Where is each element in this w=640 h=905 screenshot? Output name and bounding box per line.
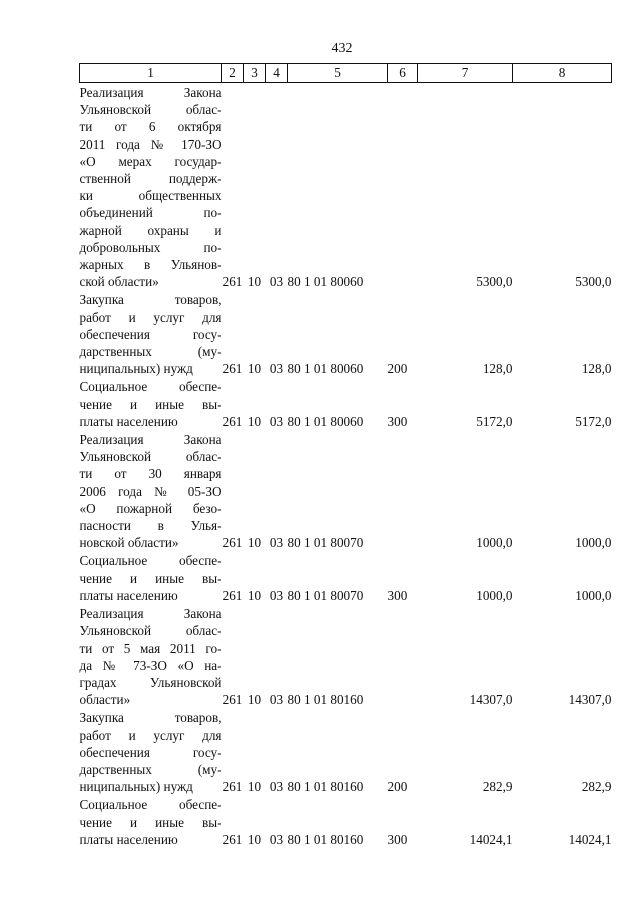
target-article-code: 80 1 01 80160 <box>287 831 364 847</box>
subsection-code: 03 <box>269 535 284 551</box>
target-article-code: 80 1 01 80160 <box>287 779 364 795</box>
ministry-code: 261 <box>222 274 243 290</box>
row-name-line: работ и услуг для <box>79 727 222 743</box>
row-name-line: 2006 года № 05-ЗО <box>79 483 222 499</box>
amount-col7: 1000,0 <box>476 587 513 603</box>
ministry-code: 261 <box>222 831 243 847</box>
ministry-code: 261 <box>222 692 243 708</box>
column-header-5: 5 <box>288 64 388 83</box>
subsection-code: 03 <box>269 692 284 708</box>
expense-type-code: 300 <box>387 587 408 603</box>
ministry-code: 261 <box>222 413 243 429</box>
section-code: 10 <box>247 831 262 847</box>
row-name-line: чение и иные вы- <box>79 814 222 830</box>
amount-col8: 128,0 <box>581 361 612 377</box>
row-name-line: Ульяновской облас- <box>79 102 222 118</box>
row-name-line: ти от 6 октября <box>79 119 222 135</box>
row-name-line: Закупка товаров, <box>79 710 222 726</box>
row-name-line: да № 73-ЗО «О на- <box>79 657 222 673</box>
row-name-line: обеспечения госу- <box>79 744 222 760</box>
row-name-line: жарной охраны и <box>79 222 222 238</box>
row-name-line: ки общественных <box>79 188 222 204</box>
row-name-line: обеспечения госу- <box>79 326 222 342</box>
row-name <box>80 604 222 708</box>
expense-type-code <box>388 430 418 551</box>
subsection-code: 03 <box>269 779 284 795</box>
subsection-code: 03 <box>269 413 284 429</box>
ministry-code: 261 <box>222 779 243 795</box>
row-name-line: платы населению <box>79 413 178 429</box>
row-name-line: ской области» <box>79 274 159 290</box>
row-name-line: платы населению <box>79 831 178 847</box>
expense-type-code: 300 <box>387 413 408 429</box>
row-name <box>80 290 222 377</box>
target-article-code: 80 1 01 80070 <box>287 587 364 603</box>
table-row <box>80 83 612 291</box>
row-name <box>80 377 222 430</box>
column-header-8: 8 <box>513 64 612 83</box>
table-row <box>80 290 612 377</box>
target-article-code: 80 1 01 80060 <box>287 274 364 290</box>
amount-col7: 5172,0 <box>476 413 513 429</box>
subsection-code: 03 <box>269 587 284 603</box>
row-name-line: градах Ульяновской <box>79 674 222 690</box>
expense-type-code: 200 <box>387 361 408 377</box>
table-row <box>80 377 612 430</box>
row-name-line: Социальное обеспе- <box>79 797 222 813</box>
row-name-line: чение и иные вы- <box>79 396 222 412</box>
expense-type-code: 200 <box>387 779 408 795</box>
column-header-6: 6 <box>388 64 418 83</box>
expense-type-code <box>388 83 418 291</box>
amount-col8: 5172,0 <box>575 413 612 429</box>
row-name <box>80 708 222 795</box>
row-name-line: платы населению <box>79 587 178 603</box>
column-header-2: 2 <box>222 64 244 83</box>
row-name-line: ниципальных) нужд <box>79 361 193 377</box>
row-name-line: дарственных (му- <box>79 344 222 360</box>
amount-col8: 1000,0 <box>575 535 612 551</box>
amount-col7: 128,0 <box>482 361 513 377</box>
ministry-code: 261 <box>222 535 243 551</box>
target-article-code: 80 1 01 80060 <box>287 413 364 429</box>
amount-col8: 14024,1 <box>568 831 612 847</box>
row-name-line: Социальное обеспе- <box>79 379 222 395</box>
row-name-line: новской области» <box>79 535 179 551</box>
row-name-line: работ и услуг для <box>79 309 222 325</box>
section-code: 10 <box>247 274 262 290</box>
amount-col8: 1000,0 <box>575 587 612 603</box>
table-row <box>80 604 612 708</box>
section-code: 10 <box>247 413 262 429</box>
amount-col8: 282,9 <box>581 779 612 795</box>
table-row <box>80 795 612 848</box>
amount-col7: 14307,0 <box>469 692 513 708</box>
row-name-line: 2011 года № 170-ЗО <box>79 136 222 152</box>
section-code: 10 <box>247 535 262 551</box>
section-code: 10 <box>247 692 262 708</box>
budget-table <box>79 63 612 848</box>
row-name <box>80 551 222 604</box>
row-name-line: объединений по- <box>79 205 222 221</box>
section-code: 10 <box>247 361 262 377</box>
column-header-1: 1 <box>80 64 222 83</box>
row-name-line: области» <box>79 692 131 708</box>
amount-col7: 5300,0 <box>476 274 513 290</box>
row-name-line: дарственных (му- <box>79 761 222 777</box>
section-code: 10 <box>247 779 262 795</box>
page-number: 432 <box>331 41 353 56</box>
subsection-code: 03 <box>269 274 284 290</box>
row-name-line: добровольных по- <box>79 239 222 255</box>
row-name-line: пасности в Улья- <box>79 518 222 534</box>
table-row <box>80 551 612 604</box>
row-name-line: ти от 5 мая 2011 го- <box>79 640 222 656</box>
amount-col7: 14024,1 <box>469 831 513 847</box>
column-header-7: 7 <box>418 64 513 83</box>
row-name-line: Реализация Закона <box>79 606 222 622</box>
expense-type-code: 300 <box>387 831 408 847</box>
table-row <box>80 708 612 795</box>
amount-col7: 282,9 <box>482 779 513 795</box>
ministry-code: 261 <box>222 587 243 603</box>
amount-col7: 1000,0 <box>476 535 513 551</box>
column-header-3: 3 <box>244 64 266 83</box>
row-name-line: Реализация Закона <box>79 432 222 448</box>
target-article-code: 80 1 01 80070 <box>287 535 364 551</box>
row-name <box>80 430 222 551</box>
target-article-code: 80 1 01 80160 <box>287 692 364 708</box>
row-name-line: Ульяновской облас- <box>79 449 222 465</box>
subsection-code: 03 <box>269 361 284 377</box>
target-article-code: 80 1 01 80060 <box>287 361 364 377</box>
row-name-line: Закупка товаров, <box>79 292 222 308</box>
expense-type-code <box>388 604 418 708</box>
amount-col8: 14307,0 <box>568 692 612 708</box>
row-name-line: ти от 30 января <box>79 466 222 482</box>
row-name-line: ственной поддерж- <box>79 171 222 187</box>
amount-col8: 5300,0 <box>575 274 612 290</box>
budget-table-body <box>80 83 612 848</box>
table-row <box>80 430 612 551</box>
row-name <box>80 83 222 291</box>
row-name-line: «О пожарной безо- <box>79 500 222 516</box>
row-name-line: Социальное обеспе- <box>79 553 222 569</box>
column-number-row <box>80 64 612 83</box>
subsection-code: 03 <box>269 831 284 847</box>
row-name-line: ниципальных) нужд <box>79 779 193 795</box>
row-name <box>80 795 222 848</box>
row-name-line: «О мерах государ- <box>79 153 222 169</box>
row-name-line: Реализация Закона <box>79 85 222 100</box>
row-name-line: жарных в Ульянов- <box>79 257 222 273</box>
ministry-code: 261 <box>222 361 243 377</box>
row-name-line: Ульяновской облас- <box>79 623 222 639</box>
column-header-4: 4 <box>266 64 288 83</box>
section-code: 10 <box>247 587 262 603</box>
row-name-line: чение и иные вы- <box>79 570 222 586</box>
